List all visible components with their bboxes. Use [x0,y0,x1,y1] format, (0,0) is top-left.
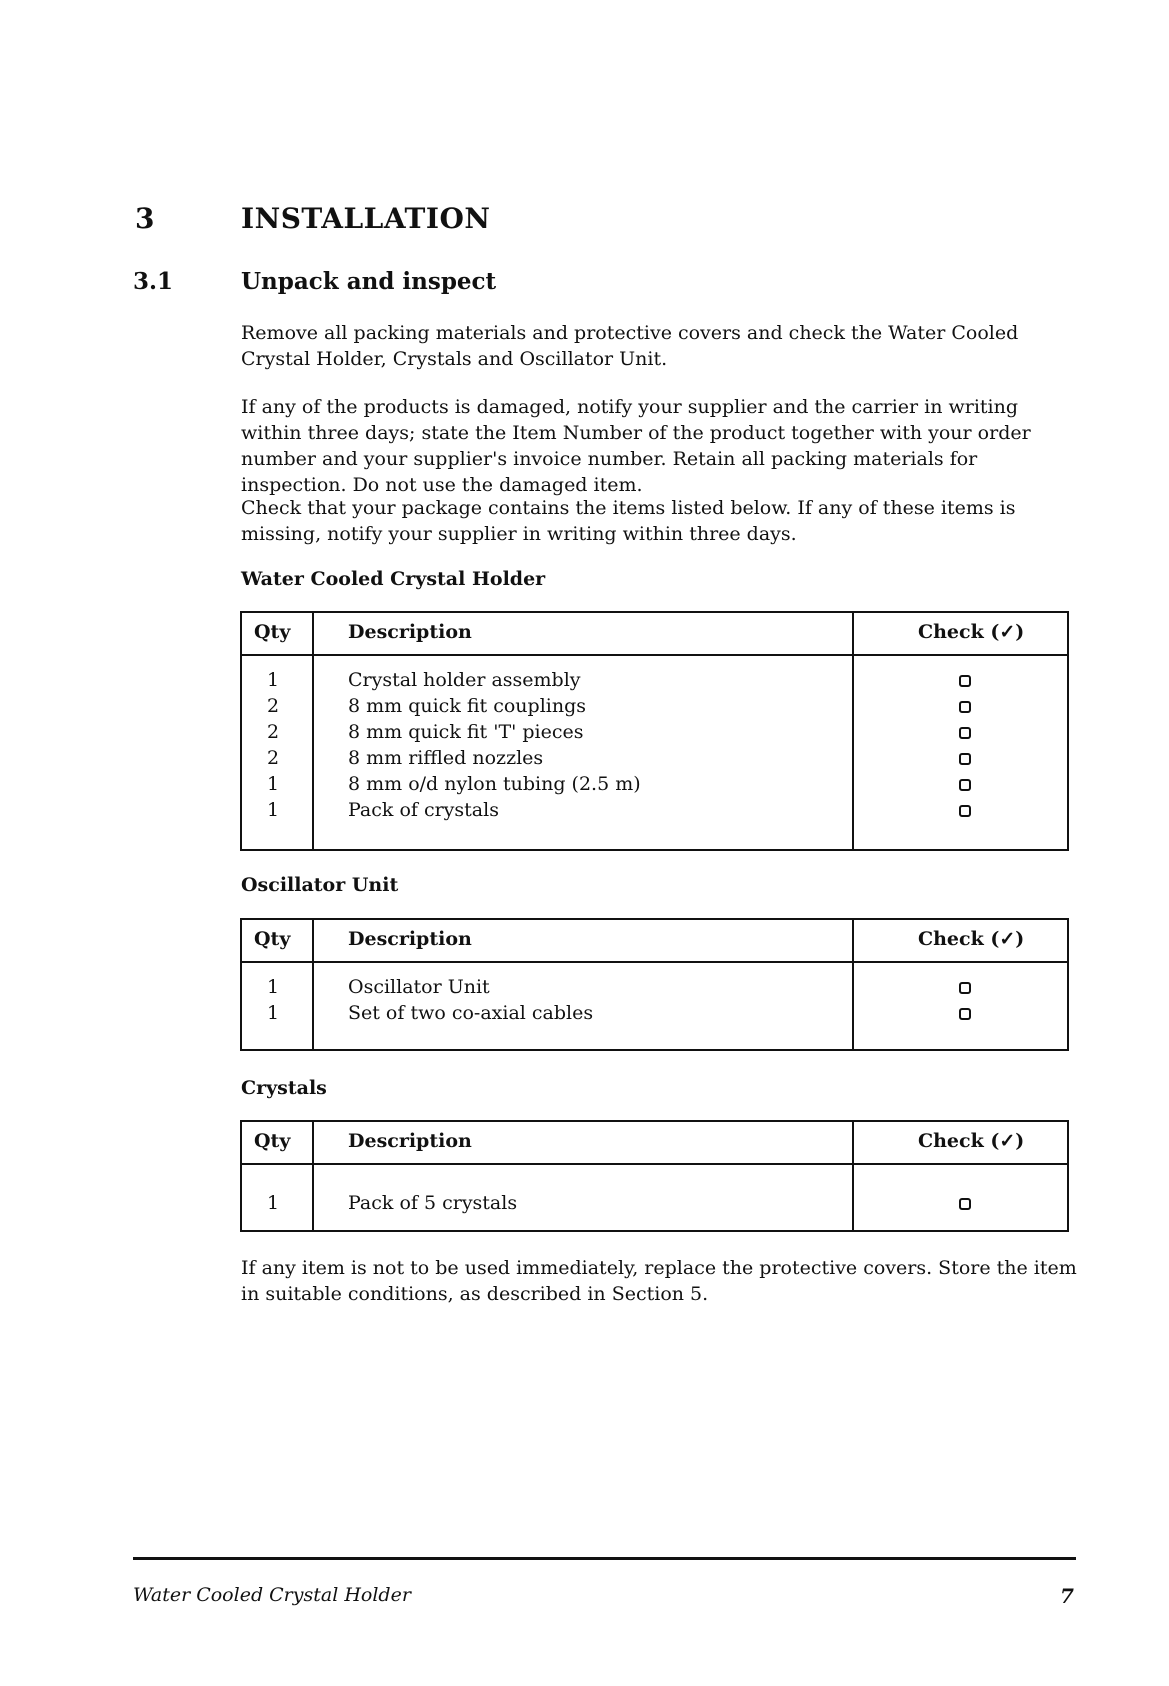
row-qty: 1 [266,1192,280,1214]
row-description: 8 mm riffled nozzles [348,747,544,769]
table-row [242,976,1067,1002]
paragraph-remove-packing: Remove all packing materials and protective covers and check the Water Cooled Crystal Holder, Crystals and Oscillator Unit. [241,322,1019,370]
paragraph-damaged-products: If any of the products is damaged, notify your supplier and the carrier in writing within three days; state the Item Number of the product together with your order number and your supplier's invoice number. Retain all packing materials for inspection. Do not use the damaged item. [241,396,1031,496]
column-header-qty: Qty [254,928,291,950]
check-box-icon[interactable] [959,805,971,817]
table-header-rule [242,654,1067,656]
check-box-icon[interactable] [959,753,971,765]
paragraph-check-package: Check that your package contains the items listed below. If any of these items is missing, notify your supplier in writing within three days. [241,497,1016,545]
table-row [242,1192,1067,1218]
table-row [242,1002,1067,1028]
table-crystal-holder [240,611,1069,851]
table-row [242,747,1067,773]
check-box-icon[interactable] [959,1198,971,1210]
check-box-icon[interactable] [959,727,971,739]
section-title: INSTALLATION [241,202,491,235]
table-row [242,799,1067,825]
row-description: Oscillator Unit [348,976,490,998]
check-box-icon[interactable] [959,1008,971,1020]
row-description: Pack of crystals [348,799,499,821]
table-row [242,773,1067,799]
subsection-number: 3.1 [133,268,174,295]
paragraph-storage: If any item is not to be used immediately, replace the protective covers. Store the item in suitable conditions, as described in Section 5. [241,1257,1077,1305]
table-label-crystal-holder: Water Cooled Crystal Holder [241,568,546,590]
table-row [242,695,1067,721]
row-description: Pack of 5 crystals [348,1192,518,1214]
row-qty: 2 [266,721,280,743]
row-qty: 1 [266,1002,280,1024]
column-header-description: Description [348,928,472,950]
table-crystals [240,1120,1069,1232]
row-qty: 2 [266,747,280,769]
table-label-crystals: Crystals [241,1077,327,1099]
table-row [242,669,1067,695]
column-header-description: Description [348,1130,472,1152]
column-header-check: Check (✓) [918,1130,1025,1152]
column-header-description: Description [348,621,472,643]
column-header-check: Check (✓) [918,928,1025,950]
row-description: 8 mm o/d nylon tubing (2.5 m) [348,773,641,795]
subsection-title: Unpack and inspect [241,268,497,295]
row-qty: 1 [266,669,280,691]
row-description: Set of two co-axial cables [348,1002,594,1024]
column-header-qty: Qty [254,621,291,643]
row-description: 8 mm quick fit couplings [348,695,587,717]
footer-title: Water Cooled Crystal Holder [133,1584,411,1606]
row-qty: 1 [266,976,280,998]
table-header-rule [242,961,1067,963]
row-qty: 1 [266,773,280,795]
check-box-icon[interactable] [959,982,971,994]
row-qty: 2 [266,695,280,717]
table-row [242,721,1067,747]
column-header-qty: Qty [254,1130,291,1152]
table-label-oscillator-unit: Oscillator Unit [241,874,399,896]
section-number: 3 [135,202,155,235]
check-box-icon[interactable] [959,779,971,791]
footer-rule [133,1557,1076,1560]
row-qty: 1 [266,799,280,821]
row-description: Crystal holder assembly [348,669,581,691]
check-box-icon[interactable] [959,675,971,687]
table-oscillator-unit [240,918,1069,1051]
page-number: 7 [1060,1584,1074,1608]
row-description: 8 mm quick fit 'T' pieces [348,721,584,743]
table-header-rule [242,1163,1067,1165]
column-header-check: Check (✓) [918,621,1025,643]
check-box-icon[interactable] [959,701,971,713]
